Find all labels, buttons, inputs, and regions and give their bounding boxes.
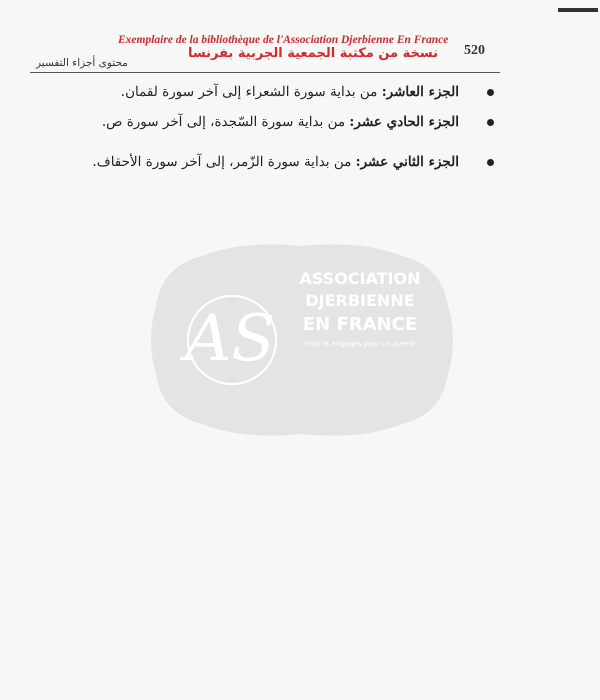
scan-corner-mark bbox=[558, 8, 598, 12]
bullet-icon bbox=[487, 159, 494, 166]
part-name: الجزء الحادي عشر: bbox=[349, 114, 459, 130]
part-description: من بداية سورة السّجدة، إلى آخر سورة ص. bbox=[101, 114, 350, 130]
bullet-icon bbox=[487, 89, 494, 96]
watermark-line-2: DJERBIENNE bbox=[305, 291, 415, 310]
running-header: محتوى أجزاء التفسير bbox=[36, 57, 128, 69]
list-item bbox=[36, 108, 494, 136]
watermark-line-1: ASSOCIATION bbox=[299, 269, 421, 288]
watermark-tagline: Unis et engagés pour un avenir bbox=[304, 340, 416, 348]
library-stamp-arabic: نسخة من مكتبة الجمعية الجربية بفرنسا bbox=[188, 46, 438, 61]
association-watermark-logo bbox=[142, 236, 462, 444]
list-item bbox=[36, 148, 494, 176]
header-rule bbox=[30, 72, 500, 73]
library-stamp-french: Exemplaire de la bibliothèque de l'Association Djerbienne En France bbox=[118, 34, 449, 46]
page-number: 520 bbox=[464, 43, 485, 58]
part-description: من بداية سورة الزّمر، إلى آخر سورة الأحقاف. bbox=[92, 154, 356, 170]
watermark-line-3: EN FRANCE bbox=[302, 314, 418, 335]
bullet-icon bbox=[487, 119, 494, 126]
part-name: الجزء العاشر: bbox=[381, 84, 459, 100]
part-name: الجزء الثاني عشر: bbox=[355, 154, 459, 170]
watermark-monogram: AS bbox=[184, 302, 276, 376]
page-body bbox=[36, 78, 494, 178]
list-item bbox=[36, 78, 494, 106]
part-description: من بداية سورة الشعراء إلى آخر سورة لقمان. bbox=[120, 84, 382, 100]
